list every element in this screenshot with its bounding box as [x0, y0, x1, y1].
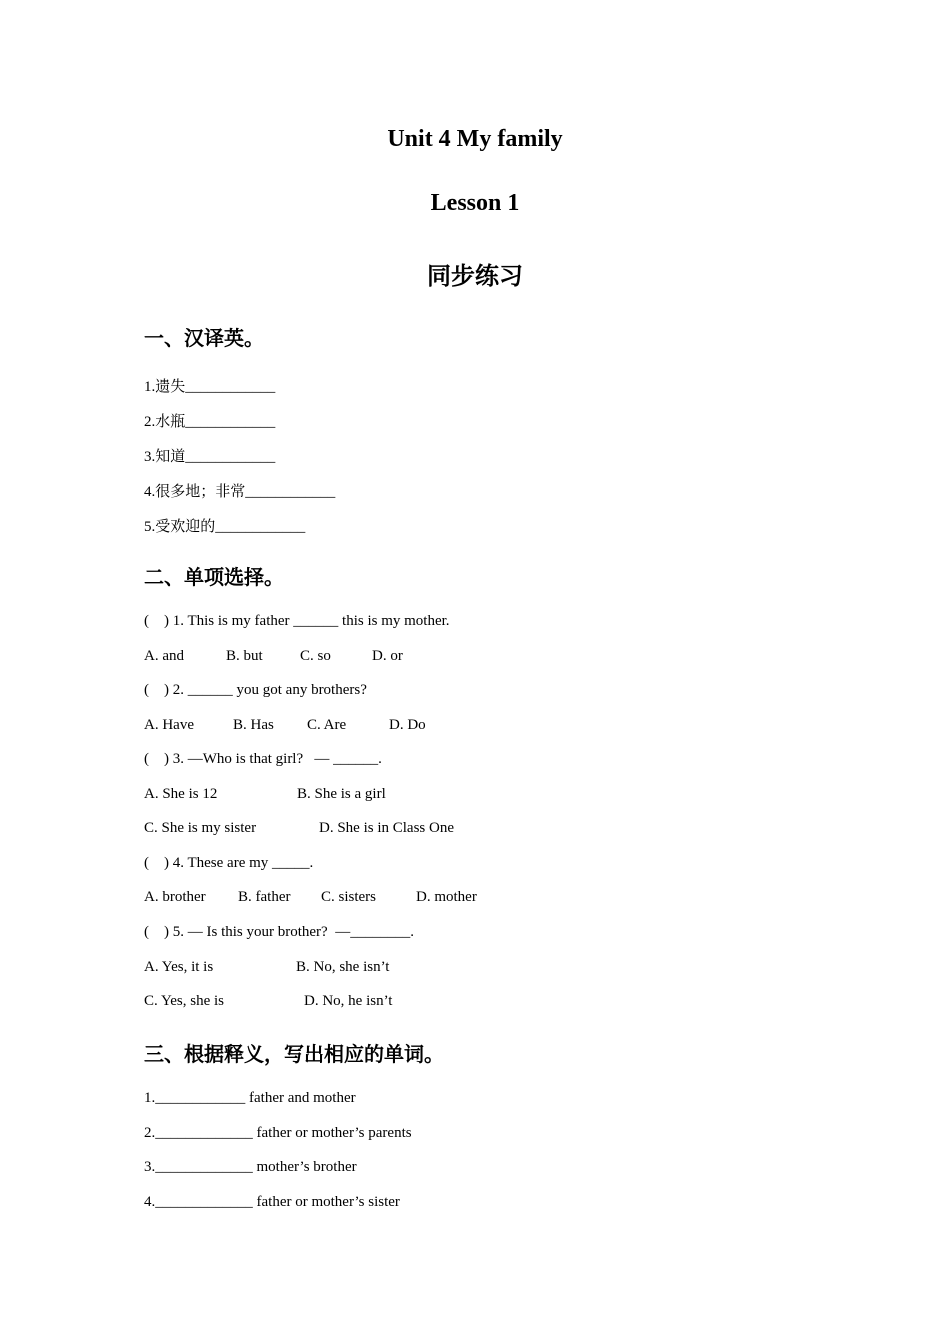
s1-item: 4.很多地；非常____________: [144, 484, 336, 500]
subtitle: 同步练习: [427, 264, 523, 290]
s1-item: 1.遗失____________: [144, 379, 276, 395]
question: ( ) 4. These are my _____.: [144, 855, 314, 871]
section-1-heading: 一、汉译英。: [144, 328, 264, 350]
lesson-title: Lesson 1: [430, 190, 520, 216]
option: A. Have: [144, 717, 194, 733]
option: C. She is my sister: [144, 820, 257, 836]
option: C. so: [300, 648, 331, 664]
option: B. No, she isn’t: [296, 959, 390, 975]
option: A. brother: [144, 889, 206, 905]
s1-item: 5.受欢迎的____________: [144, 519, 306, 535]
option: C. sisters: [321, 889, 377, 905]
option: C. Are: [307, 717, 347, 733]
option: D. or: [372, 648, 403, 664]
s3-item: 4._____________ father or mother’s sister: [144, 1194, 400, 1210]
s1-item: 2.水瓶____________: [144, 414, 276, 430]
option: C. Yes, she is: [144, 993, 225, 1009]
option: B. but: [226, 648, 263, 664]
option: D. She is in Class One: [319, 820, 454, 836]
unit-title: Unit 4 My family: [387, 126, 563, 152]
option: D. No, he isn’t: [304, 993, 393, 1009]
section-3-heading: 三、根据释义，写出相应的单词。: [144, 1044, 444, 1066]
s3-item: 3._____________ mother’s brother: [144, 1159, 357, 1175]
question: ( ) 1. This is my father ______ this is my mother.: [144, 613, 450, 629]
option: B. father: [238, 889, 291, 905]
s3-item: 2._____________ father or mother’s parents: [144, 1125, 412, 1141]
option: A. Yes, it is: [144, 959, 214, 975]
section-2-heading: 二、单项选择。: [144, 567, 284, 589]
option: B. She is a girl: [297, 786, 386, 802]
option: D. mother: [416, 889, 477, 905]
question: ( ) 5. — Is this your brother? —________.: [144, 924, 414, 940]
option: B. Has: [233, 717, 274, 733]
s1-item: 3.知道____________: [144, 449, 276, 465]
question: ( ) 2. ______ you got any brothers?: [144, 682, 367, 698]
question: ( ) 3. —Who is that girl? — ______.: [144, 751, 382, 767]
option: A. She is 12: [144, 786, 218, 802]
s3-item: 1.____________ father and mother: [144, 1090, 356, 1106]
option: A. and: [144, 648, 184, 664]
option: D. Do: [389, 717, 426, 733]
